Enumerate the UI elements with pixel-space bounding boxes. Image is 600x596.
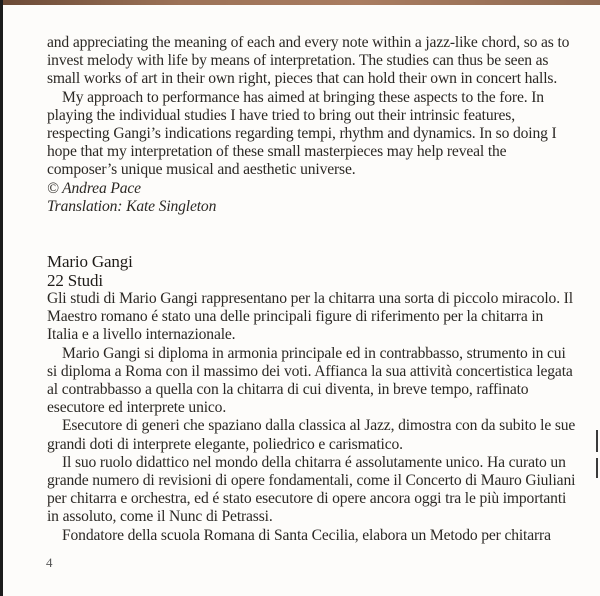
- copyright-credit: © Andrea Pace: [47, 179, 141, 197]
- paragraph: Mario Gangi si diploma in armonia principale ed in contrabbasso, strumento in cui si diploma a Roma con il massimo dei voti. Affianca la sua attività concertistica legata al contrabbasso a quella con la chitarra di cui diventa, in breve tempo, raffinato esecutore ed interprete unico.: [47, 344, 573, 417]
- booklet-page: [47, 34, 577, 545]
- translation-credit: Translation: Kate Singleton: [47, 197, 217, 215]
- paragraph: Fondatore della scuola Romana di Santa Cecilia, elabora un Metodo per chitarra: [62, 526, 551, 544]
- scan-right-mark: [596, 458, 598, 478]
- section-subtitle: 22 Studi: [47, 271, 103, 291]
- section-gap: [47, 216, 577, 252]
- section-title: Mario Gangi: [47, 252, 133, 272]
- scan-left-edge: [0, 0, 3, 596]
- scan-top-edge: [0, 0, 600, 5]
- italian-notes: [47, 252, 577, 545]
- page-number: 4: [46, 555, 53, 570]
- paragraph: Il suo ruolo didattico nel mondo della chitarra é assolutamente unico. Ha curato un grande numero di revisioni di opere fondamentali, come il Concerto di Mauro Giuliani per chitarra e orchestra, ed é stato esecutore di opere ancora oggi tra le più importanti in assoluto, come il Nunc di Petrassi.: [47, 453, 576, 526]
- paragraph: Esecutore di generi che spaziano dalla classica al Jazz, dimostra con da subito le sue grandi doti di interprete elegante, poliedrico e carismatico.: [47, 417, 576, 453]
- paragraph: Gli studi di Mario Gangi rappresentano per la chitarra una sorta di piccolo miracolo. Il Maestro romano é stato una delle principali figure di riferimento per la chitarra in Italia e a livello internazionale.: [47, 290, 573, 344]
- paragraph: My approach to performance has aimed at bringing these aspects to the fore. In playing the individual studies I have tried to bring out their intrinsic features, respecting Gangi’s indications regarding tempi, rhythm and dynamics. In so doing I hope that my interpretation of these small masterpieces may help reveal the composer’s unique musical and aesthetic universe.: [47, 88, 557, 179]
- scan-right-mark: [596, 430, 598, 452]
- paragraph: and appreciating the meaning of each and every note within a jazz-like chord, so as to invest melody with life by means of interpretation. The studies can thus be seen as small works of art in their own right, pieces that can hold their own in concert halls.: [47, 34, 570, 88]
- english-notes: [47, 34, 577, 216]
